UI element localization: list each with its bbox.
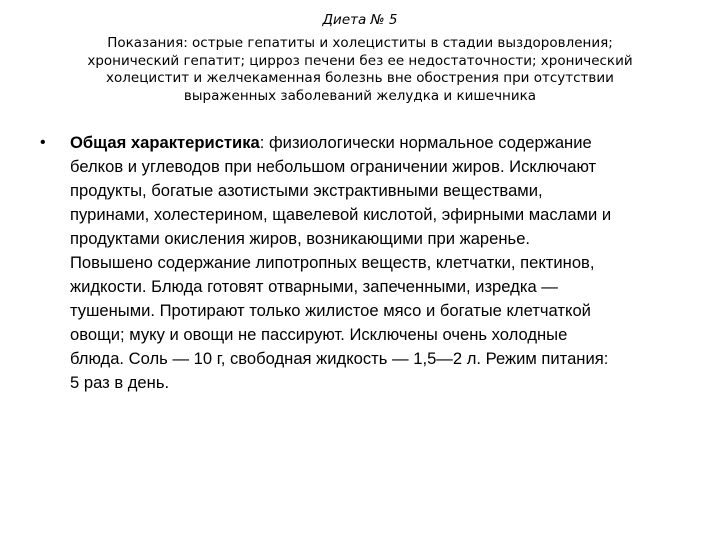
characteristic-line: тушеными. Протирают только жилистое мясо и богатые клетчаткой <box>70 301 591 320</box>
indications-paragraph <box>60 35 660 105</box>
bullet-icon: • <box>40 134 46 151</box>
slide-title: Диета № 5 <box>322 12 398 28</box>
characteristic-text <box>70 131 680 395</box>
characteristic-first-line-rest: : физиологически нормальное содержание <box>259 133 592 152</box>
characteristic-line: 5 раз в день. <box>70 373 170 392</box>
indications-line: холецистит и желчекаменная болезнь вне обострения при отсутствии <box>106 70 614 86</box>
indications-line: выраженных заболеваний желудка и кишечника <box>183 87 537 104</box>
characteristic-line: пуринами, холестерином, щавелевой кислотой, эфирными маслами и <box>70 205 612 224</box>
characteristic-line: продуктами окисления жиров, возникающими при жаренье. <box>70 229 531 248</box>
characteristic-line: продукты, богатые азотистыми экстрактивными веществами, <box>70 181 543 200</box>
characteristic-line: белков и углеводов при небольшом ограничении жиров. Исключают <box>70 157 597 176</box>
characteristic-line: овощи; муку и овощи не пассируют. Исключены очень холодные <box>70 325 568 344</box>
characteristic-line: блюда. Соль — 10 г, свободная жидкость — 1,5—2 л. Режим питания: <box>70 349 609 368</box>
characteristic-line: жидкости. Блюда готовят отварными, запеченными, изредка — <box>70 277 558 296</box>
characteristic-first-line <box>70 131 680 155</box>
characteristic-line: Повышено содержание липотропных веществ, клетчатки, пектинов, <box>70 253 595 272</box>
indications-line: Показания: острые гепатиты и холециститы в стадии выздоровления; <box>107 35 613 51</box>
characteristic-lead: Общая характеристика <box>70 133 260 152</box>
indications-line: хронический гепатит; цирроз печени без ее недостаточности; хронический <box>87 52 633 69</box>
